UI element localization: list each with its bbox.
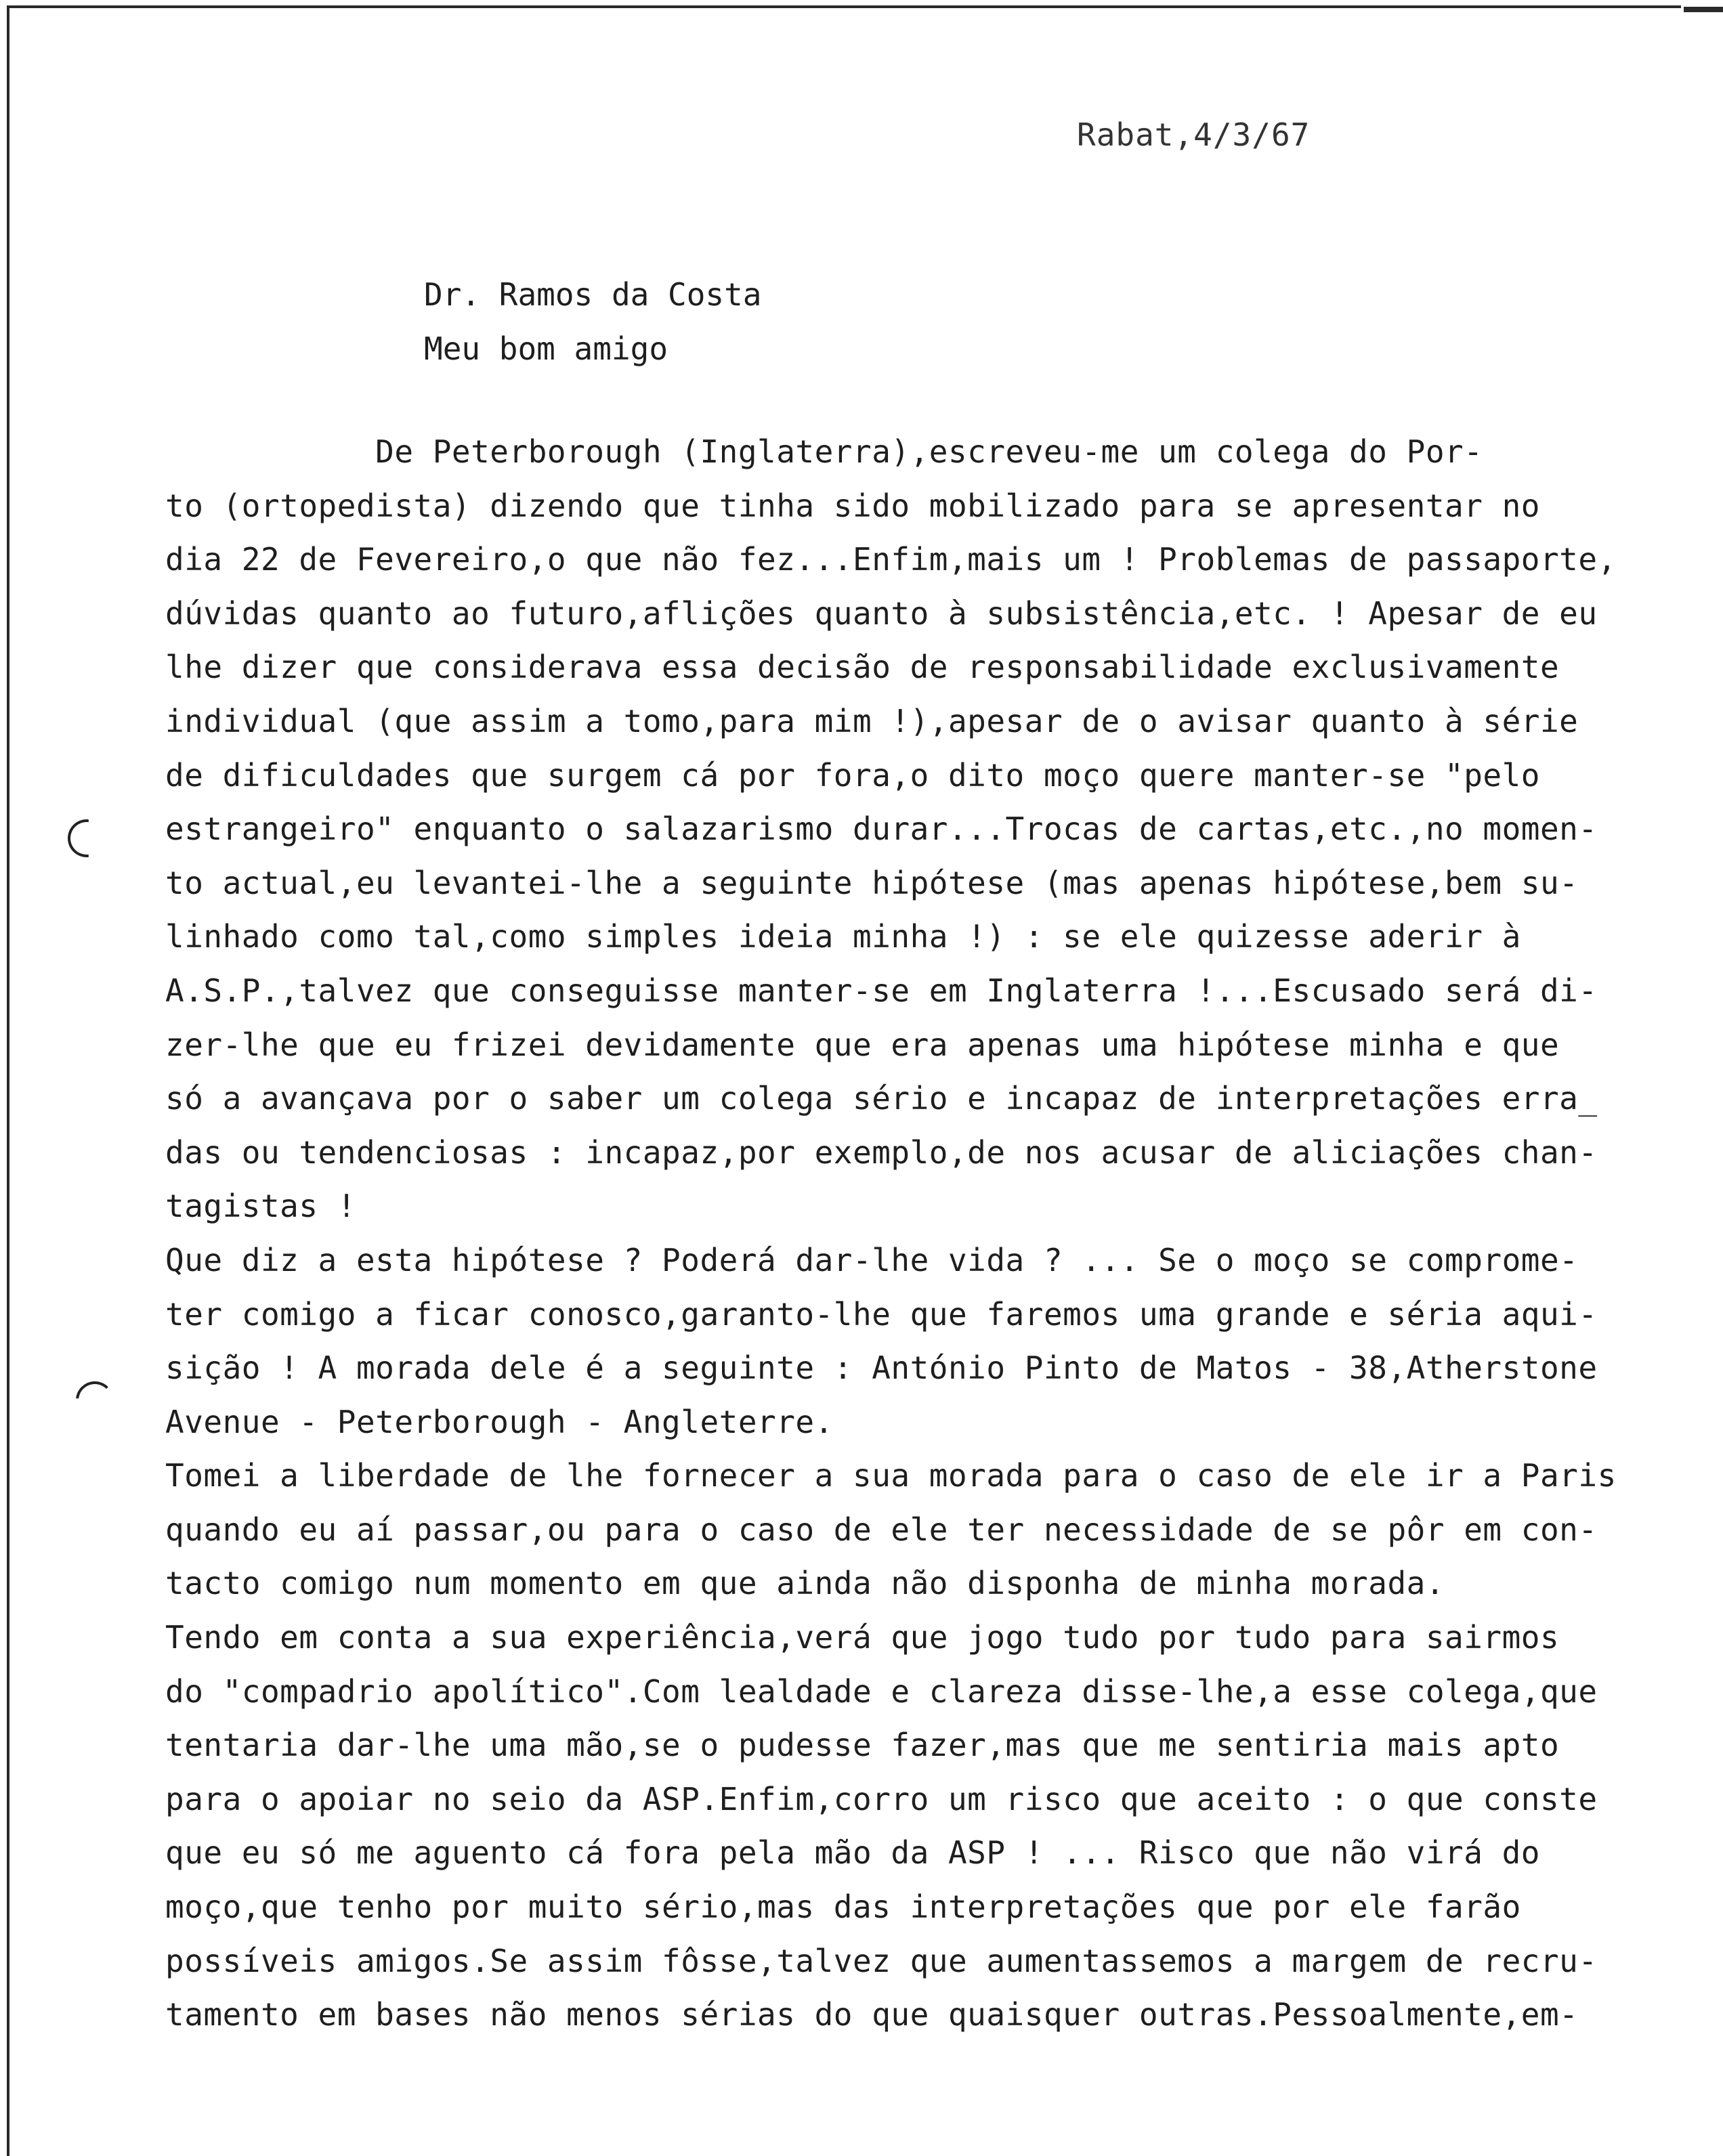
body-line: possíveis amigos.Se assim fôsse,talvez que aumentassemos a margem de recru- [165,1942,1598,1979]
body-line: Avenue - Peterborough - Angleterre. [165,1403,834,1440]
body-line: do "compadrio apolítico".Com lealdade e clareza disse-lhe,a esse colega,que [165,1673,1598,1710]
body-line: só a avançava por o saber um colega sério e incapaz de interpretações erra_ [165,1080,1598,1117]
body-line: ter comigo a ficar conosco,garanto-lhe que faremos uma grande e séria aqui- [165,1295,1598,1333]
body-line: De Peterborough (Inglaterra),escreveu-me um colega do Por- [165,433,1483,470]
body-line: tacto comigo num momento em que ainda não disponha de minha morada. [165,1565,1445,1602]
page-border-left [7,5,9,2156]
greeting: Meu bom amigo [424,330,668,367]
body-line: de dificuldades que surgem cá por fora,o dito moço quere manter-se "pelo [165,756,1540,794]
body-line: lhe dizer que considerava essa decisão de responsabilidade exclusivamente [165,649,1560,686]
recipient-name: Dr. Ramos da Costa [424,276,762,313]
letter-body [165,425,1682,2042]
body-line: dia 22 de Fevereiro,o que não fez...Enfim,mais um ! Problemas de passaporte, [165,541,1617,578]
body-line: to actual,eu levantei-lhe a seguinte hipótese (mas apenas hipótese,bem su- [165,864,1579,901]
body-line: A.S.P.,talvez que conseguisse manter-se em Inglaterra !...Escusado será di- [165,972,1598,1009]
body-line: quando eu aí passar,ou para o caso de ele ter necessidade de se pôr em con- [165,1511,1598,1548]
letter-salutation [424,267,762,376]
body-line: que eu só me aguento cá fora pela mão da ASP ! ... Risco que não virá do [165,1834,1540,1872]
body-line: tentaria dar-lhe uma mão,se o pudesse fazer,mas que me sentiria mais apto [165,1727,1560,1764]
margin-pencil-mark [76,1381,114,1419]
body-line: Tendo em conta a sua experiência,verá que jogo tudo por tudo para sairmos [165,1619,1560,1656]
page-border-top-right [1684,7,1723,12]
body-line: individual (que assim a tomo,para mim !),apesar de o avisar quanto à série [165,702,1579,739]
body-line: tamento em bases não menos sérias do que quaisquer outras.Pessoalmente,em- [165,1996,1579,2033]
body-line: dúvidas quanto ao futuro,aflições quanto à subsistência,etc. ! Apesar de eu [165,595,1598,632]
body-line: Tomei a liberdade de lhe fornecer a sua morada para o caso de ele ir a Paris [165,1457,1617,1494]
body-line: linhado como tal,como simples ideia minha !) : se ele quizesse aderir à [165,918,1521,955]
body-line: das ou tendenciosas : incapaz,por exemplo,de nos acusar de aliciações chan- [165,1134,1598,1171]
body-line: tagistas ! [165,1188,356,1225]
body-line: Que diz a esta hipótese ? Poderá dar-lhe vida ? ... Se o moço se comprome- [165,1241,1579,1278]
body-line: sição ! A morada dele é a seguinte : António Pinto de Matos - 38,Atherstone [165,1350,1598,1387]
letter-date: Rabat,4/3/67 [1077,116,1311,153]
margin-pencil-mark [68,819,106,857]
body-line: para o apoiar no seio da ASP.Enfim,corro um risco que aceito : o que conste [165,1780,1598,1817]
body-line: estrangeiro" enquanto o salazarismo durar...Trocas de cartas,etc.,no momen- [165,811,1598,848]
body-line: zer-lhe que eu frizei devidamente que era apenas uma hipótese minha e que [165,1026,1560,1063]
body-line: to (ortopedista) dizendo que tinha sido mobilizado para se apresentar no [165,487,1540,524]
page-border-top [8,5,1681,8]
body-line: moço,que tenho por muito sério,mas das interpretações que por ele farão [165,1889,1521,1926]
